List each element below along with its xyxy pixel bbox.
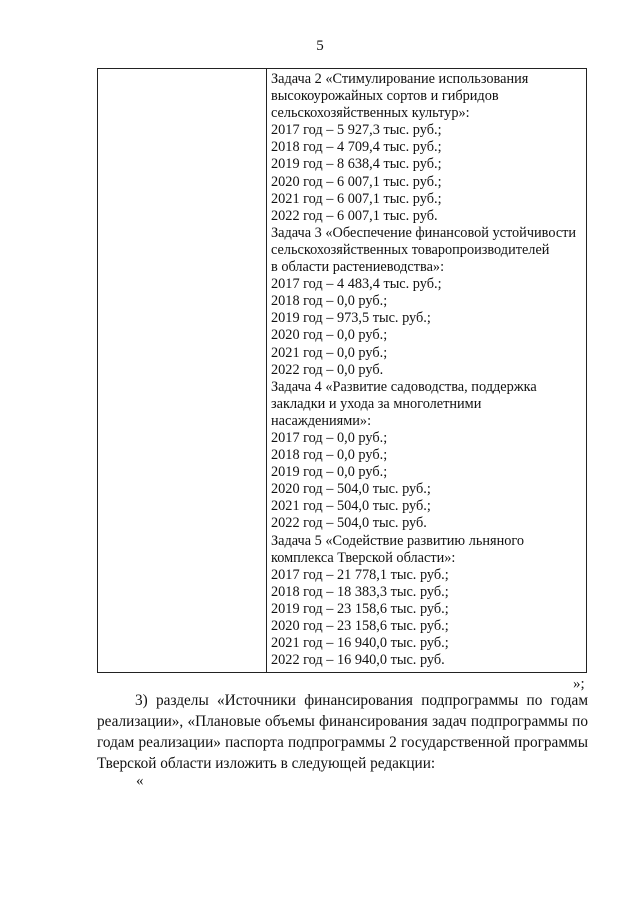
table-left-cell	[98, 69, 266, 672]
page-number: 5	[316, 38, 324, 54]
table-line: 2021 год – 16 940,0 тыс. руб.;	[271, 635, 449, 652]
table-line: высокоурожайных сортов и гибридов	[271, 88, 499, 105]
amendment-paragraph: 3) разделы «Источники финансирования подпрограммы по годам реализации», «Плановые объемы финансирования задач подпрограммы по годам реализации» паспорта подпрограммы 2 государственной программы Тверской области изложить в следующей редакции:	[97, 692, 588, 772]
closing-quote: »;	[573, 676, 585, 692]
table-line: Задача 4 «Развитие садоводства, поддержка	[271, 378, 537, 395]
table-column-divider	[266, 69, 267, 672]
table-line: 2021 год – 0,0 руб.;	[271, 344, 388, 361]
table-line: 2019 год – 973,5 тыс. руб.;	[271, 310, 431, 327]
table-line: 2021 год – 6 007,1 тыс. руб.;	[271, 190, 442, 207]
table-line: насаждениями»:	[271, 412, 372, 429]
opening-quote: «	[136, 773, 144, 789]
table-line: 2017 год – 5 927,3 тыс. руб.;	[271, 122, 442, 139]
table-line: 2018 год – 18 383,3 тыс. руб.;	[271, 583, 449, 600]
table-line: 2019 год – 23 158,6 тыс. руб.;	[271, 600, 449, 617]
table-line: 2020 год – 504,0 тыс. руб.;	[271, 481, 431, 498]
table-line: 2017 год – 4 483,4 тыс. руб.;	[271, 276, 442, 293]
passport-table	[97, 68, 587, 673]
table-right-cell	[271, 71, 582, 669]
table-line: 2018 год – 4 709,4 тыс. руб.;	[271, 139, 442, 156]
table-line: закладки и ухода за многолетними	[271, 395, 482, 412]
table-line: 2020 год – 23 158,6 тыс. руб.;	[271, 618, 449, 634]
table-line: 2022 год – 0,0 руб.	[271, 361, 384, 378]
table-line: 2022 год – 504,0 тыс. руб.	[271, 515, 427, 532]
table-line: комплекса Тверской области»:	[271, 549, 456, 566]
table-line: Задача 2 «Стимулирование использования	[271, 71, 529, 87]
table-line: 2017 год – 21 778,1 тыс. руб.;	[271, 566, 449, 583]
table-line: 2019 год – 0,0 руб.;	[271, 464, 388, 481]
table-line: 2020 год – 6 007,1 тыс. руб.;	[271, 173, 442, 190]
table-line: 2020 год – 0,0 руб.;	[271, 327, 388, 344]
table-line: 2018 год – 0,0 руб.;	[271, 447, 388, 464]
table-line: 2019 год – 8 638,4 тыс. руб.;	[271, 156, 442, 173]
table-line: 2021 год – 504,0 тыс. руб.;	[271, 498, 431, 515]
table-line: 2022 год – 16 940,0 тыс. руб.	[271, 652, 445, 669]
table-line: сельскохозяйственных товаропроизводителей	[271, 241, 550, 258]
table-line: 2017 год – 0,0 руб.;	[271, 429, 388, 446]
table-line: в области растениеводства»:	[271, 259, 445, 276]
table-line: Задача 5 «Содействие развитию льняного	[271, 532, 525, 549]
table-line: 2018 год – 0,0 руб.;	[271, 293, 388, 310]
table-line: Задача 3 «Обеспечение финансовой устойчивости	[271, 224, 577, 241]
table-line: 2022 год – 6 007,1 тыс. руб.	[271, 207, 438, 224]
table-line: сельскохозяйственных культур»:	[271, 105, 470, 122]
